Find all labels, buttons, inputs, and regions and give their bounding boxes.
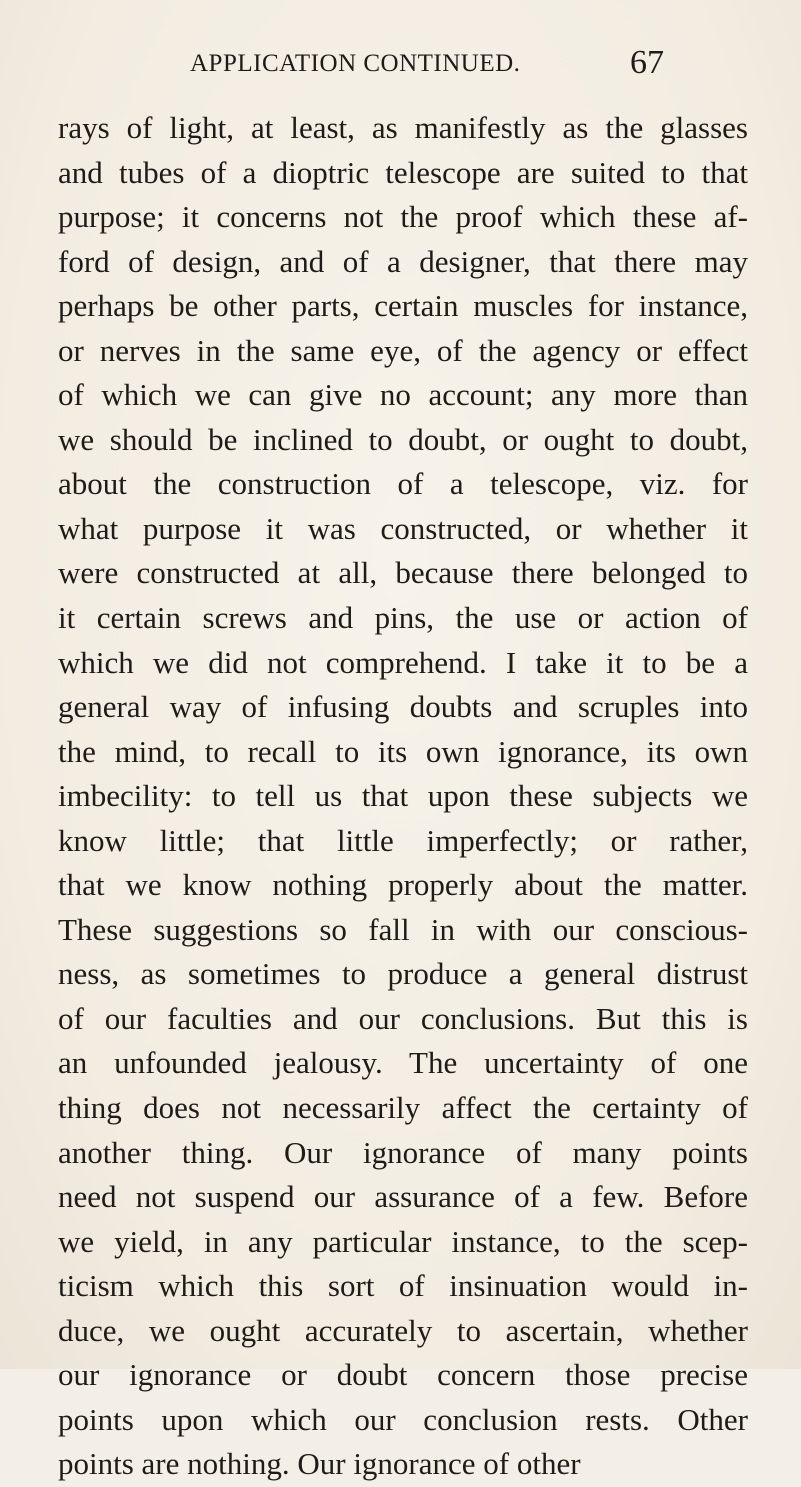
text-line: of which we can give no account; any more than (58, 377, 748, 413)
text-line: which we did not comprehend. I take it to be a (58, 644, 748, 680)
text-line: ticism which this sort of insinuation would in- (58, 1268, 748, 1304)
text-line: and tubes of a dioptric telescope are suited to that (58, 154, 748, 190)
text-line: or nerves in the same eye, of the agency or effect (58, 332, 748, 368)
text-line: duce, we ought accurately to ascertain, whether (58, 1312, 748, 1348)
text-line: that we know nothing properly about the matter. (58, 867, 748, 903)
text-line: ness, as sometimes to produce a general distrust (58, 956, 748, 992)
text-line: we yield, in any particular instance, to the scep- (58, 1223, 748, 1259)
page-number: 67 (630, 44, 664, 81)
text-line: imbecility: to tell us that upon these subjects we (58, 778, 748, 814)
text-line: an unfounded jealousy. The uncertainty of one (58, 1045, 748, 1081)
text-line: about the construction of a telescope, viz. for (58, 466, 748, 502)
text-line: need not suspend our assurance of a few. Before (58, 1179, 748, 1215)
text-line: rays of light, at least, as manifestly as the glasses (58, 110, 748, 145)
text-line: the mind, to recall to its own ignorance, its own (58, 733, 748, 769)
text-line: purpose; it concerns not the proof which these af- (58, 199, 748, 235)
text-line: another thing. Our ignorance of many points (58, 1134, 748, 1170)
text-line: of our faculties and our conclusions. But this is (58, 1000, 748, 1036)
text-line: ford of design, and of a designer, that there may (58, 243, 748, 279)
body-text (58, 106, 748, 1487)
text-line: were constructed at all, because there belonged to (58, 555, 748, 591)
text-line: general way of infusing doubts and scruples into (58, 689, 748, 725)
text-line: These suggestions so fall in with our conscious- (58, 911, 748, 947)
text-line: points are nothing. Our ignorance of other (58, 1446, 581, 1482)
text-line: thing does not necessarily affect the certainty of (58, 1090, 748, 1126)
text-line: it certain screws and pins, the use or action of (58, 600, 748, 636)
text-line: our ignorance or doubt concern those precise (58, 1357, 748, 1393)
text-line: perhaps be other parts, certain muscles for instance, (58, 288, 748, 324)
text-line: we should be inclined to doubt, or ought to doubt, (58, 421, 748, 457)
running-header (0, 44, 801, 84)
running-title: APPLICATION CONTINUED. (190, 50, 521, 77)
text-line: what purpose it was constructed, or whether it (58, 510, 748, 546)
text-line: know little; that little imperfectly; or rather, (58, 822, 748, 858)
text-line: points upon which our conclusion rests. Other (58, 1401, 748, 1437)
